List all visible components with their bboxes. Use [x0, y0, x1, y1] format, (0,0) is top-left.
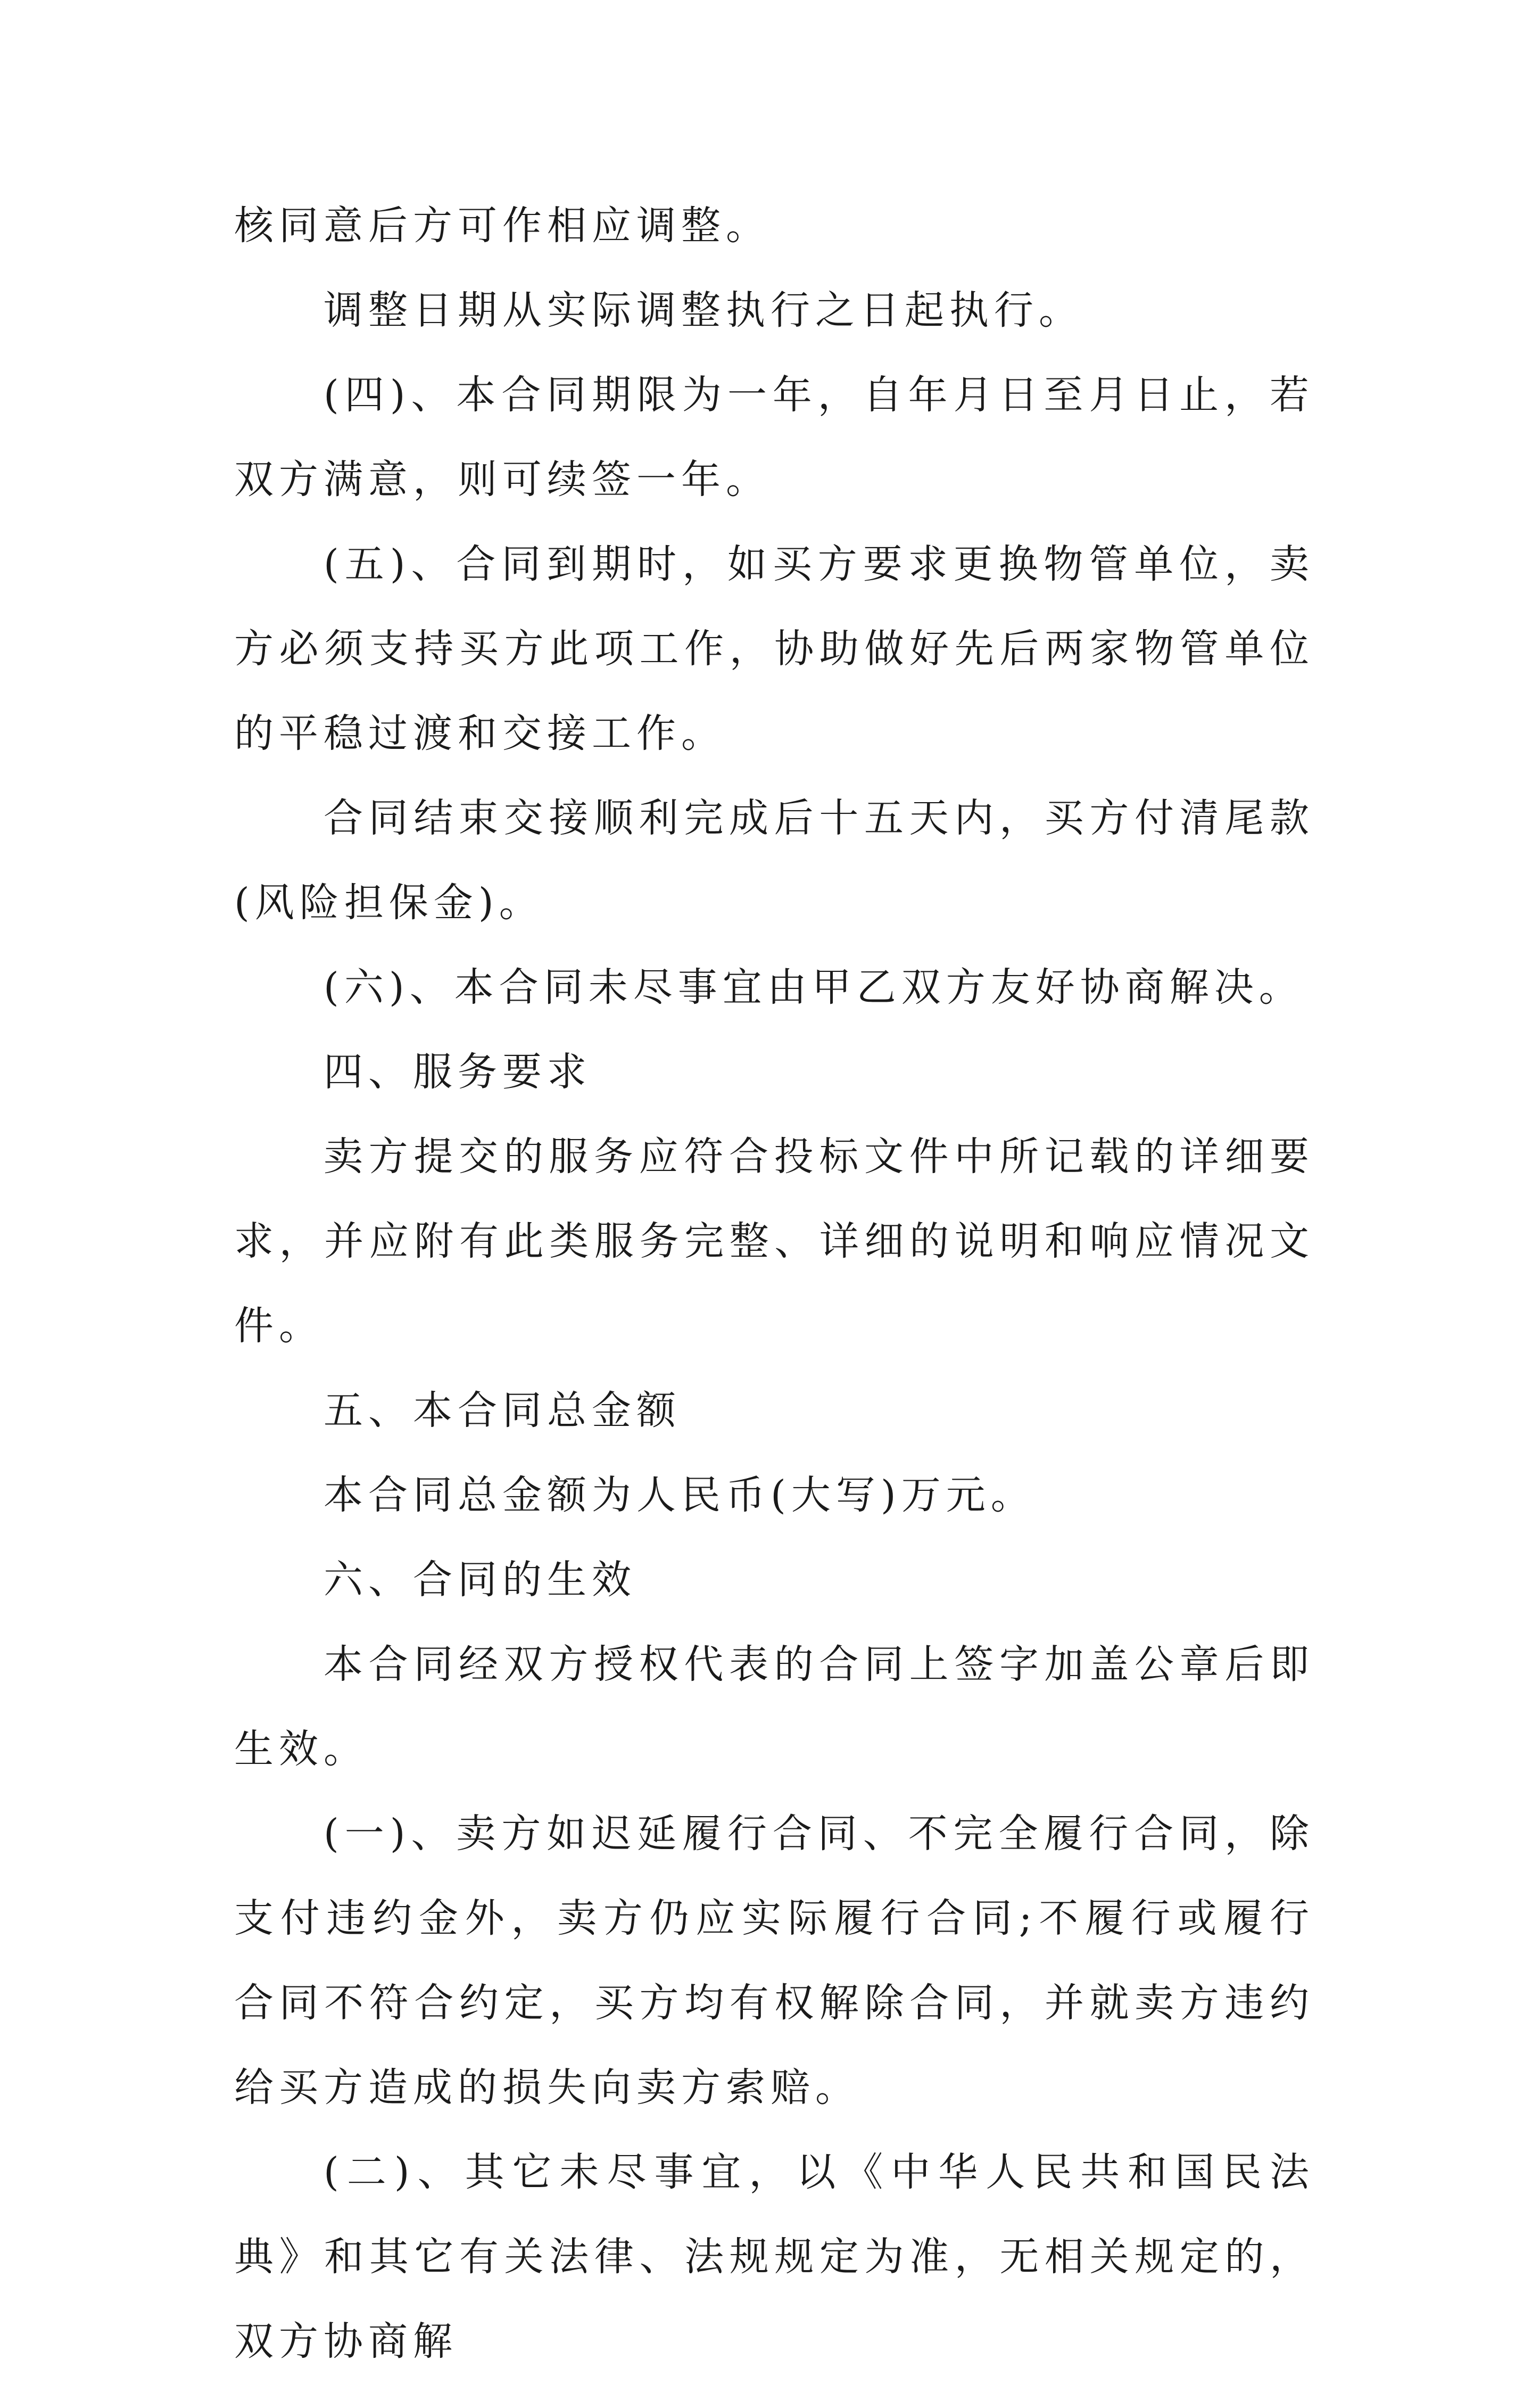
paragraph-total-amount: 本合同总金额为人民币(大写)万元。 [324, 1472, 1036, 1518]
document-body [234, 184, 1314, 2384]
section-heading-total-amount: 五、本合同总金额 [324, 1388, 681, 1433]
paragraph-other-matters-two: (二)、其它未尽事宜，以《中华人民共和国民法典》和其它有关法律、法规规定为准，无相关规定的，双方协商解 [234, 2149, 1314, 2364]
paragraph-breach-one: (一)、卖方如迟延履行合同、不完全履行合同，除支付违约金外，卖方仍应实际履行合同;不履行或履行合同不符合约定，买方均有权解除合同，并就卖方违约给买方造成的损失向卖方索赔。 [234, 1811, 1314, 2110]
paragraph-adjustment-date: 调整日期从实际调整执行之日起执行。 [324, 287, 1083, 333]
paragraph-term-six: (六)、本合同未尽事宜由甲乙双方友好协商解决。 [324, 964, 1304, 1010]
paragraph-effectiveness: 本合同经双方授权代表的合同上签字加盖公章后即生效。 [234, 1641, 1314, 1772]
paragraph-continuation: 核同意后方可作相应调整。 [234, 203, 771, 249]
paragraph-term-four: (四)、本合同期限为一年，自年月日至月日止，若双方满意，则可续签一年。 [234, 372, 1314, 502]
section-heading-effectiveness: 六、合同的生效 [324, 1557, 636, 1603]
section-heading-service-requirements: 四、服务要求 [324, 1049, 592, 1095]
paragraph-final-payment: 合同结束交接顺利完成后十五天内，买方付清尾款(风险担保金)。 [234, 795, 1314, 926]
paragraph-term-five: (五)、合同到期时，如买方要求更换物管单位，卖方必须支持买方此项工作，协助做好先后两家物管单位的平稳过渡和交接工作。 [234, 541, 1314, 756]
paragraph-service-requirements: 卖方提交的服务应符合投标文件中所记载的详细要求，并应附有此类服务完整、详细的说明和响应情况文件。 [234, 1134, 1314, 1349]
